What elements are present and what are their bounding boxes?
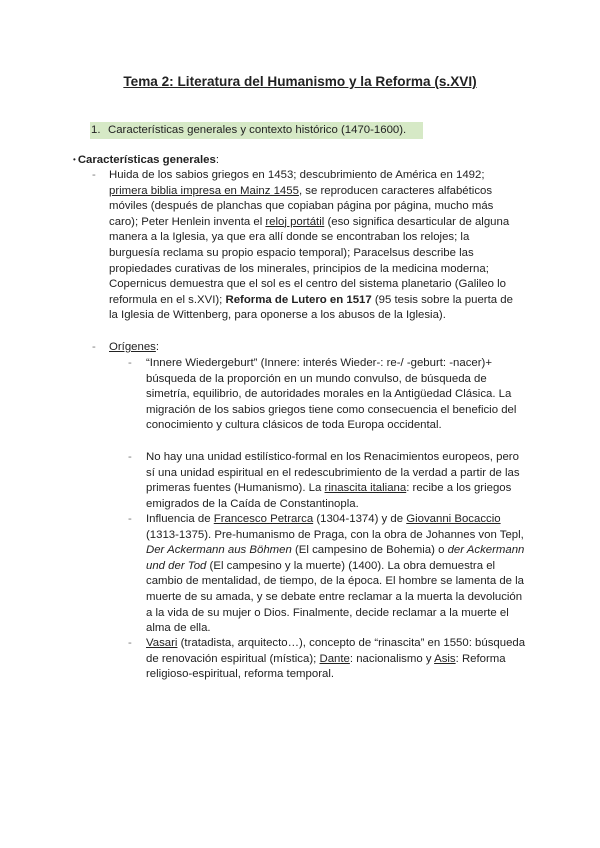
italic-title: der Ackermann und der Tod <box>146 544 525 572</box>
underlined-term: reloj portátil <box>265 215 325 228</box>
dash-marker: - <box>128 637 132 649</box>
dash-marker: - <box>92 169 96 181</box>
bullet-history <box>109 168 523 324</box>
text: : nacionalismo y <box>349 652 435 665</box>
dash-marker: - <box>128 513 132 525</box>
bullet-dot: • <box>73 155 76 164</box>
sub-item-influence <box>146 512 528 637</box>
text: No hay una unidad estilístico-formal en los Renacimientos europeos, pero sí una unidad espiritual en el redescubrimiento de la verdad a partir de las primeras fuentes (Humanismo). La <box>146 451 520 495</box>
dash-marker: - <box>128 451 132 463</box>
heading-label: Características generales <box>77 153 216 166</box>
text: (1304-1374) y de <box>313 513 407 525</box>
dash-marker: - <box>128 357 132 369</box>
section-number: 1. <box>91 124 101 136</box>
sub-item-vasari <box>146 636 528 683</box>
text: : recibe a los griegos emigrados de la Caída de Constantinopla. <box>146 482 512 510</box>
origins-label: Orígenes <box>109 341 156 353</box>
sub-item-wiedergeburt: “Innere Wiedergeburt” (Innere: interés Wieder-: re-/ -geburt: -nacer)+ búsqueda de la proporción en un mundo convulso, de búsqueda de simetría, equilibrio, de autoridades morales en la Antigüedad Clásica. La migración de los sabios griegos tiene como consecuencia el beneficio del conocimiento y cultura clásicos de toda Europa occidental. <box>146 357 517 432</box>
text: (95 tesis sobre la puerta de la Iglesia de Wittenberg, para oponerse a los abusos de la Iglesia). <box>109 293 513 322</box>
text: (El campesino y la muerte) (1400). La obra demuestra el cambio de mentalidad, de tiempo, de la época. El hombre se lamenta de la muerte de su amada, y se debate entre reclamar a la muerta la devolución a la vida de su mujer o Dios. Finalmente, decide reclamar a la muerte el alma de ella. <box>146 559 525 635</box>
underlined-term: rinascita italiana <box>324 482 407 495</box>
heading-colon: : <box>215 153 220 166</box>
text: (tratadista, arquitecto…), concepto de “rinascita” en 1550: búsqueda de renovación espiritual (mística); <box>146 637 526 665</box>
bold-term: Reforma de Lutero en 1517 <box>225 293 372 306</box>
underlined-term: Vasari <box>146 637 178 649</box>
sub-item-unity <box>146 450 528 512</box>
section-text: Características generales y contexto histórico (1470-1600). <box>108 124 407 136</box>
section-heading <box>90 122 423 139</box>
italic-title: Der Ackermann aus Böhmen <box>146 544 292 557</box>
underlined-term: Dante <box>319 652 350 665</box>
text: Influencia de <box>146 513 214 525</box>
underlined-term: Asis <box>434 652 456 665</box>
page-title: Tema 2: Literatura del Humanismo y la Reforma (s.XVI) <box>123 74 477 89</box>
underlined-term: primera biblia impresa en Mainz 1455 <box>109 184 299 197</box>
underlined-term: Francesco Petrarca <box>213 513 314 525</box>
text: (eso significa desarticular de alguna manera a la Iglesia, ya que era allí donde se encontraban los relojes; la burguesía reclama su propio espacio temporal); Paracelsus describe las propiedades curativas de los minerales, principios de la medicina moderna; Copernicus demuestra que el sol es el centro del sistema planetario (Galileo lo reformula en el s.XVI); <box>109 215 510 306</box>
origins-colon: : <box>155 341 160 353</box>
underlined-term: Giovanni Bocaccio <box>406 513 501 525</box>
text: (El campesino de Bohemia) o <box>291 544 448 557</box>
bullet-origins <box>109 340 523 356</box>
text: : Reforma religioso-espiritual, reforma temporal. <box>146 652 506 681</box>
text: , se reproducen caracteres alfabéticos móviles (después de planchas que copiaban página por página, mucho más caro); Peter Henlein inventa el <box>109 184 494 228</box>
heading-characteristics <box>73 152 219 168</box>
text: Huida de los sabios griegos en 1453; descubrimiento de América en 1492; <box>109 169 485 181</box>
dash-marker: - <box>92 341 96 353</box>
text: (1313-1375). Pre-humanismo de Praga, con la obra de Johannes von Tepl, <box>146 528 524 541</box>
